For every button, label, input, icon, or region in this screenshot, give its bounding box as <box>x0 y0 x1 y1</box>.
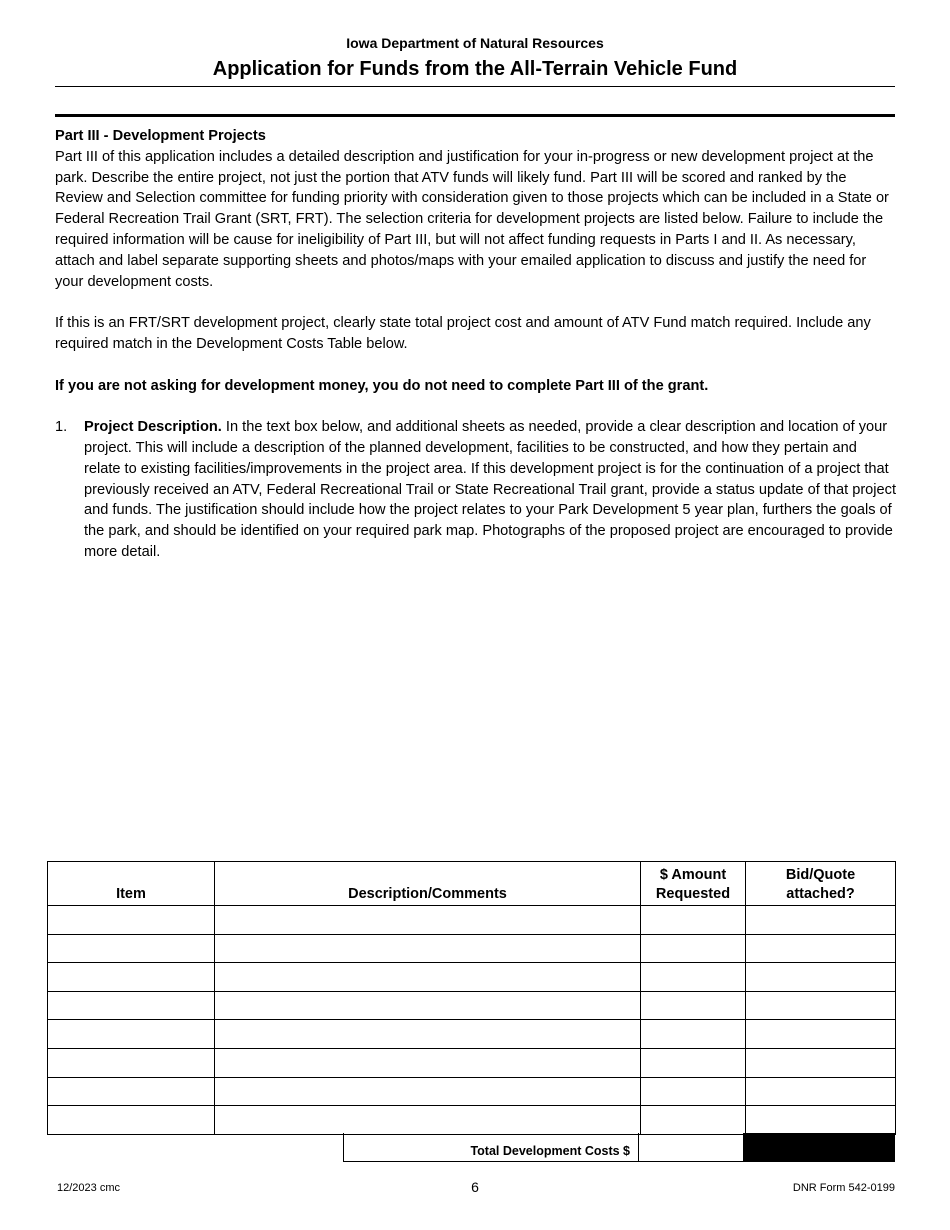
amount-cell[interactable] <box>641 991 746 1020</box>
form-number: DNR Form 542-0199 <box>792 1182 895 1194</box>
bid-cell[interactable] <box>746 1020 896 1049</box>
table-row <box>48 934 896 963</box>
description-cell[interactable] <box>215 1106 641 1135</box>
bid-cell[interactable] <box>746 934 896 963</box>
not-asking-note: If you are not asking for development money, you do not need to complete Part III of the grant. <box>55 377 709 394</box>
part3-section <box>55 126 897 563</box>
item-cell[interactable] <box>48 934 215 963</box>
bid-cell[interactable] <box>746 991 896 1020</box>
description-cell[interactable] <box>215 906 641 935</box>
table-header-row <box>48 862 896 906</box>
total-amount-field[interactable] <box>639 1133 744 1162</box>
total-row <box>343 1133 895 1162</box>
footer-date: 12/2023 cmc <box>57 1182 120 1194</box>
table-row <box>48 1020 896 1049</box>
header-description: Description/Comments <box>215 862 641 906</box>
agency-name: Iowa Department of Natural Resources <box>346 35 604 51</box>
bid-cell[interactable] <box>746 1048 896 1077</box>
item-cell[interactable] <box>48 963 215 992</box>
total-blackout-cell <box>744 1133 895 1162</box>
form-title: Application for Funds from the All-Terrain Vehicle Fund <box>212 58 738 80</box>
item-cell[interactable] <box>48 1048 215 1077</box>
description-cell[interactable] <box>215 963 641 992</box>
header-amount: $ Amount Requested <box>641 862 746 906</box>
header-item: Item <box>48 862 215 906</box>
description-cell[interactable] <box>215 1077 641 1106</box>
description-cell[interactable] <box>215 991 641 1020</box>
table-row <box>48 906 896 935</box>
item-body <box>84 417 897 563</box>
header-bid-quote: Bid/Quote attached? <box>746 862 896 906</box>
amount-cell[interactable] <box>641 1077 746 1106</box>
amount-cell[interactable] <box>641 934 746 963</box>
bid-cell[interactable] <box>746 906 896 935</box>
table-row <box>48 991 896 1020</box>
item-cell[interactable] <box>48 906 215 935</box>
table-row <box>48 1077 896 1106</box>
table-row <box>48 963 896 992</box>
description-cell[interactable] <box>215 1020 641 1049</box>
description-cell[interactable] <box>215 1048 641 1077</box>
item-project-description <box>55 417 897 563</box>
item-label: Project Description. <box>84 419 222 436</box>
item-text: In the text box below, and additional sheets as needed, provide a clear description and location of your project. This will include a description of the planned development, facilities to be constructed, and how they pertain and relate to existing facilities/improvements in the project area. If this development project is for the continuation of a project that previously received an ATV, Federal Recreational Trail or State Recreational Trail grant, provide a status update of that project and funds. The justification should include how the project relates to your Park Development 5 year plan, furthers the goals of the park, and should be identified on your required park map. Photographs of the proposed project are encouraged to provide more detail. <box>84 419 897 560</box>
item-cell[interactable] <box>48 1020 215 1049</box>
table-row <box>48 1048 896 1077</box>
item-cell[interactable] <box>48 1106 215 1135</box>
table-row <box>48 1106 896 1135</box>
amount-cell[interactable] <box>641 906 746 935</box>
title-rule <box>55 86 895 87</box>
amount-cell[interactable] <box>641 1048 746 1077</box>
part3-heading: Part III - Development Projects <box>55 128 266 144</box>
frt-note: If this is an FRT/SRT development project, clearly state total project cost and amount of ATV Fund match required. Include any required match in the Development Costs Table below. <box>55 315 871 352</box>
section-rule <box>55 114 895 117</box>
part3-intro: Part III of this application includes a detailed description and justification for your in-progress or new development project at the park. Describe the entire project, not just the portion that ATV funds will likely fund. Part III will be scored and ranked by the Review and Selection committee for funding priority with consideration given to those projects which can be included in a State or Federal Recreation Trail Grant (SRT, FRT). The selection criteria for development projects are listed below. Failure to include the required information will be cause for ineligibility of Part III, but will not affect funding requests in Parts I and II. As necessary, attach and label separate supporting sheets and photos/maps with your emailed application to discuss and justify the need for your development costs. <box>55 148 889 290</box>
item-cell[interactable] <box>48 1077 215 1106</box>
page-number: 6 <box>471 1179 479 1195</box>
item-number: 1. <box>55 419 68 436</box>
bid-cell[interactable] <box>746 1106 896 1135</box>
amount-cell[interactable] <box>641 963 746 992</box>
bid-cell[interactable] <box>746 1077 896 1106</box>
item-cell[interactable] <box>48 991 215 1020</box>
amount-cell[interactable] <box>641 1106 746 1135</box>
bid-cell[interactable] <box>746 963 896 992</box>
description-cell[interactable] <box>215 934 641 963</box>
amount-cell[interactable] <box>641 1020 746 1049</box>
development-costs-table <box>47 861 896 1135</box>
total-label: Total Development Costs $ <box>343 1133 639 1162</box>
